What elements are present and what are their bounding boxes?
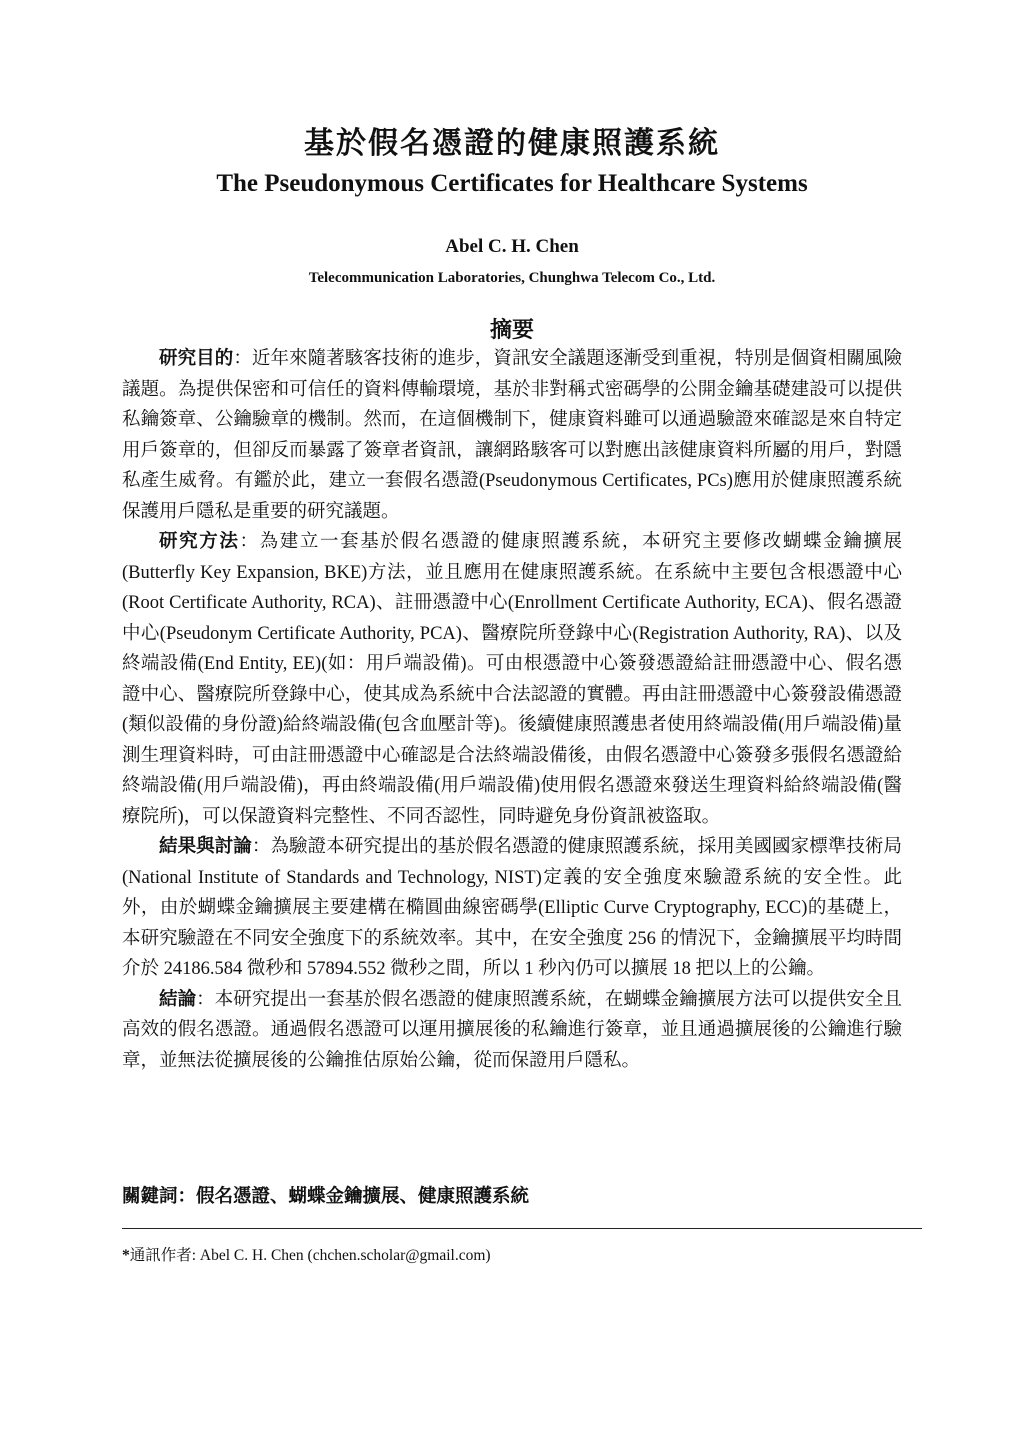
conclusion-label: 結論 [159, 989, 197, 1010]
footnote [122, 1243, 902, 1265]
footnote-text: 通訊作者: Abel C. H. Chen (chchen.scholar@gmail.com) [129, 1247, 491, 1264]
abstract-body [122, 344, 902, 1076]
method-label: 研究方法 [159, 532, 240, 552]
method-text: ：為建立一套基於假名憑證的健康照護系統，本研究主要修改蝴蝶金鑰擴展(Butterfly Key Expansion, BKE)方法，並且應用在健康照護系統。在系統中主要包含根憑證中心(Root Certificate Authority, RCA)、註冊憑證中心(Enrollment Certificate Authority, ECA)、假名憑證中心(Pseudonym Certificate Authority, PCA)、醫療院所登錄中心(Registration Authority, RA)、以及終端設備(End Entity, EE)(如：用戶端設備)。可由根憑證中心簽發憑證給註冊憑證中心、假名憑證中心、醫療院所登錄中心，使其成為系統中合法認證的實體。再由註冊憑證中心簽發設備憑證(類似設備的身份證)給終端設備(包含血壓計等)。後續健康照護患者使用終端設備(用戶端設備)量測生理資料時，可由註冊憑證中心確認是合法終端設備後，由假名憑證中心簽發多張假名憑證給終端設備(用戶端設備)，再由終端設備(用戶端設備)使用假名憑證來發送生理資料給終端設備(醫療院所)，可以保證資料完整性、不同否認性，同時避免身份資訊被盜取。 [122, 532, 902, 827]
purpose-text: ：近年來隨著駭客技術的進步，資訊安全議題逐漸受到重視，特別是個資相關風險議題。為提供保密和可信任的資料傳輸環境，基於非對稱式密碼學的公開金鑰基礎建設可以提供私鑰簽章、公鑰驗章的機制。然而，在這個機制下，健康資料雖可以通過驗證來確認是來自特定用戶簽章的，但卻反而暴露了簽章者資訊，讓網路駭客可以對應出該健康資料所屬的用戶，對隱私產生威脅。有鑑於此，建立一套假名憑證(Pseudonymous Certificates, PCs)應用於健康照護系統保護用戶隱私是重要的研究議題。 [122, 349, 902, 522]
abstract-purpose-paragraph [122, 344, 902, 527]
footnote-divider [122, 1228, 922, 1229]
results-text: ：為驗證本研究提出的基於假名憑證的健康照護系統，採用美國國家標準技術局(National Institute of Standards and Technology, NIST)定義的安全強度來驗證系統的安全性。此外，由於蝴蝶金鑰擴展主要建構在橢圓曲線密碼學(Elliptic Curve Cryptography, ECC)的基礎上，本研究驗證在不同安全強度下的系統效率。其中，在安全強度 256 的情況下，金鑰擴展平均時間介於 24186.584 微秒和 57894.552 微秒之間，所以 1 秒內仍可以擴展 18 把以上的公鑰。 [122, 837, 902, 979]
purpose-label: 研究目的 [159, 349, 234, 369]
author-affiliation: Telecommunication Laboratories, Chunghwa Telecom Co., Ltd. [308, 270, 716, 286]
footnote-marker: * [122, 1247, 130, 1264]
keywords: 關鍵詞：假名憑證、蝴蝶金鑰擴展、健康照護系統 [122, 1187, 530, 1207]
abstract-results-paragraph [122, 832, 902, 985]
abstract-method-paragraph [122, 527, 902, 832]
conclusion-text: ：本研究提出一套基於假名憑證的健康照護系統，在蝴蝶金鑰擴展方法可以提供安全且高效的假名憑證。通過假名憑證可以運用擴展後的私鑰進行簽章，並且通過擴展後的公鑰進行驗章，並無法從擴展後的公鑰推估原始公鑰，從而保證用戶隱私。 [122, 989, 902, 1071]
abstract-heading: 摘要 [489, 317, 534, 342]
results-label: 結果與討論 [159, 837, 252, 857]
abstract-conclusion-paragraph [122, 985, 902, 1077]
author-name: Abel C. H. Chen [445, 236, 579, 257]
title-chinese: 基於假名憑證的健康照護系統 [304, 127, 720, 160]
title-english: The Pseudonymous Certificates for Healthcare Systems [216, 170, 808, 197]
